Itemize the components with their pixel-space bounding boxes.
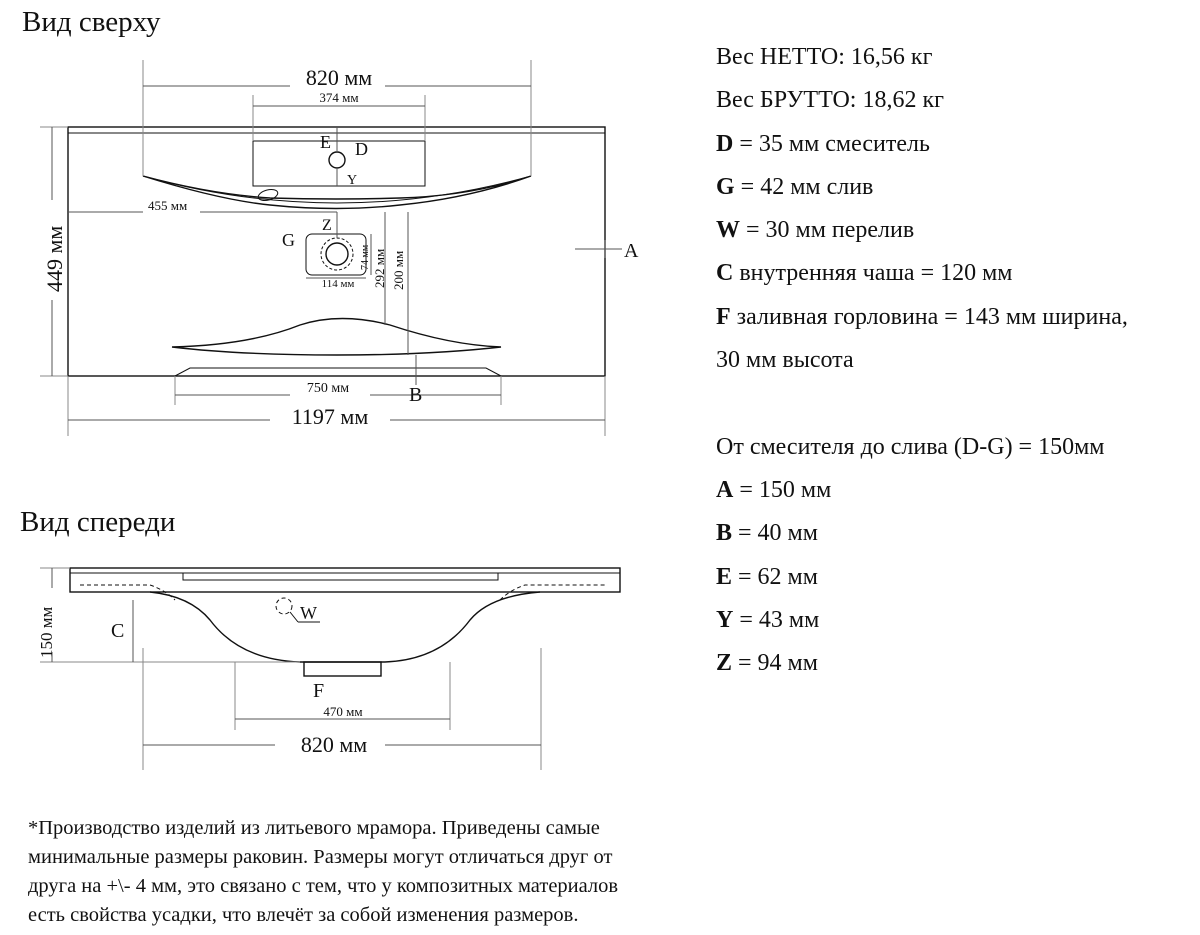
drain-recess bbox=[306, 234, 366, 275]
spec-text: внутренняя чаша = 120 мм bbox=[733, 260, 1013, 287]
spec-key: E bbox=[716, 563, 733, 590]
spec-F-cont: 30 мм высота bbox=[716, 347, 854, 374]
spec-text: = 35 мм смеситель bbox=[733, 130, 930, 157]
spec-text: заливная горловина = 143 мм ширина, bbox=[730, 303, 1128, 330]
dim-455: 455 мм bbox=[148, 198, 188, 213]
label-F: F bbox=[313, 680, 325, 702]
spec-key: B bbox=[716, 520, 733, 547]
dim-449: 449 мм bbox=[42, 225, 67, 292]
spec-key: C bbox=[716, 260, 734, 287]
label-Y: Y bbox=[347, 173, 358, 188]
dim-1197: 1197 мм bbox=[291, 404, 369, 429]
dim-114: 114 мм bbox=[321, 278, 355, 290]
spec-Y bbox=[716, 599, 1128, 642]
dim-750: 750 мм bbox=[306, 381, 350, 396]
spec-key: G bbox=[716, 173, 735, 200]
spec-text: = 30 мм перелив bbox=[740, 217, 915, 244]
spec-B bbox=[716, 512, 1128, 555]
spec-text: = 62 мм bbox=[732, 563, 818, 590]
front-view-drawing bbox=[37, 568, 620, 770]
label-A: A bbox=[624, 240, 639, 262]
front-bowl-curve bbox=[172, 319, 501, 356]
footnote-line: минимальные размеры раковин. Размеры могут отличаться друг от bbox=[28, 846, 613, 868]
spec-text: = 40 мм bbox=[732, 520, 818, 547]
spec-gross-weight: Вес БРУТТО: 18,62 кг bbox=[716, 87, 944, 114]
footnote-line: есть свойства усадки, что влечёт за собой изменения размеров. bbox=[28, 904, 579, 926]
sink-outline bbox=[68, 127, 605, 376]
spec-text: = 150 мм bbox=[733, 476, 832, 503]
spec-text: = 42 мм слив bbox=[734, 173, 874, 200]
spec-G bbox=[716, 166, 1128, 209]
specs-list bbox=[716, 36, 1128, 685]
label-B: B bbox=[409, 384, 423, 406]
spec-text: = 43 мм bbox=[733, 606, 820, 633]
bowl-profile bbox=[150, 592, 540, 662]
dim-820-top: 820 мм bbox=[305, 65, 373, 90]
footnote-line: *Производство изделий из литьевого мрамора. Приведены самые bbox=[28, 817, 600, 839]
dim-374: 374 мм bbox=[319, 90, 359, 105]
spec-F bbox=[716, 296, 1128, 339]
label-G: G bbox=[282, 230, 295, 250]
faucet-hole-D bbox=[329, 152, 345, 168]
label-W: W bbox=[300, 603, 317, 623]
label-E: E bbox=[320, 132, 331, 152]
spec-key: A bbox=[716, 476, 734, 503]
drain-neck-F bbox=[304, 662, 381, 676]
dim-470: 470 мм bbox=[323, 704, 363, 719]
dim-292: 292 мм bbox=[372, 248, 387, 288]
spec-D bbox=[716, 123, 1128, 166]
front-view-title: Вид спереди bbox=[20, 506, 176, 538]
spec-key: W bbox=[716, 217, 740, 244]
spec-key: Y bbox=[716, 606, 734, 633]
spec-Z bbox=[716, 642, 1128, 685]
dim-820-front: 820 мм bbox=[300, 732, 368, 757]
spec-dg: От смесителя до слива (D-G) = 150мм bbox=[716, 433, 1105, 460]
front-edge bbox=[175, 368, 501, 376]
spec-E bbox=[716, 556, 1128, 599]
label-D: D bbox=[355, 139, 368, 159]
label-C: C bbox=[111, 620, 125, 642]
faucet-platform bbox=[253, 141, 425, 186]
dim-74: 74 мм bbox=[360, 244, 371, 270]
spec-W bbox=[716, 209, 1128, 252]
label-Z: Z bbox=[322, 217, 332, 234]
front-back-ledge bbox=[183, 573, 498, 580]
footnote-line: друга на +\- 4 мм, это связано с тем, что у композитных материалов bbox=[28, 875, 619, 897]
spec-net-weight: Вес НЕТТО: 16,56 кг bbox=[716, 44, 933, 70]
top-view-drawing bbox=[40, 60, 639, 436]
spec-text: = 94 мм bbox=[732, 650, 818, 677]
dim-200: 200 мм bbox=[391, 250, 406, 290]
drain-hole-G bbox=[326, 243, 348, 265]
top-view-title: Вид сверху bbox=[22, 6, 161, 38]
spec-key: D bbox=[716, 130, 734, 157]
spec-key: Z bbox=[716, 650, 733, 677]
spec-key: F bbox=[716, 303, 731, 330]
spec-C bbox=[716, 252, 1128, 295]
overflow-W bbox=[276, 598, 292, 614]
footnote bbox=[28, 814, 768, 930]
dim-150: 150 мм bbox=[37, 606, 56, 658]
spec-A bbox=[716, 469, 1128, 512]
